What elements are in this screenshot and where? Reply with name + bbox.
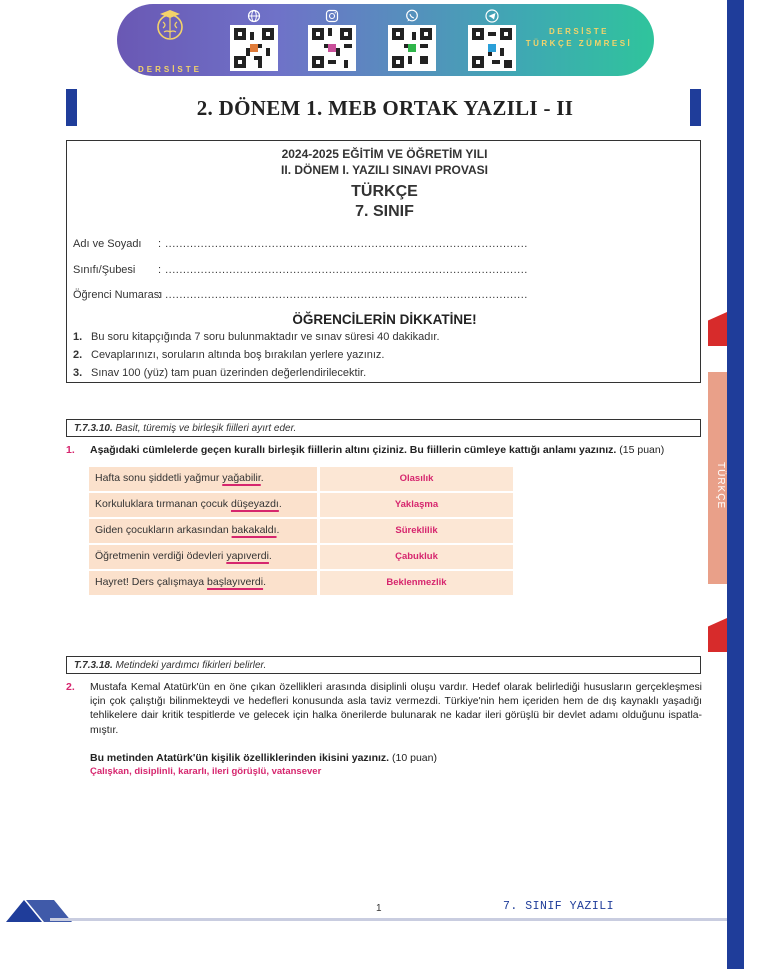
answer-cell[interactable]: Yaklaşma [320,493,513,517]
qr-code [308,25,356,71]
right-edge-bar [727,0,744,969]
qr-website[interactable] [230,9,278,71]
telegram-icon [485,9,499,23]
question-prompt [90,752,437,764]
red-flag-bottom [708,618,727,652]
qr-code [388,25,436,71]
table-row [89,545,513,571]
field-name-input[interactable]: : ...................................................................................................... [158,238,528,250]
objective-code: T.7.3.18. [74,660,113,671]
question-points: (10 puan) [392,752,437,764]
objective-text: Metindeki yardımcı fikirleri belirler. [115,660,267,671]
underlined-verb: yağabilir [222,472,261,484]
question-paragraph: Mustafa Kemal Atatürk'ün en öne çıkan özellikleri arasında disiplinli oluşu vardır. Hedef olarak belirlediği hususların gerçekleşmesi için çok çalıştığı bilinmekteydi ve hedefleri konusunda asla taviz vermezdi. Türkiye'nin hem içeriden hem de dış kaynaklı yaşadığı tehlikelere dair kritik tespitlerde ve gelecek için halka önerilerde bulunarak ne kadar ileri görüşlü bir devlet adamı olduğunu ispatla-mıştır. [90,682,702,736]
banner-tagline-line2: TÜRKÇE ZÜMRESİ [525,39,633,48]
objective-code: T.7.3.10. [74,423,113,434]
exam-title-line: II. DÖNEM I. YAZILI SINAVI PROVASI [281,163,488,177]
table-row [89,493,513,519]
banner-tagline-line1: DERSİSTE [548,27,609,36]
page-title: 2. DÖNEM 1. MEB ORTAK YAZILI - II [196,96,574,120]
sentence-text: Korkuluklara tırmanan çocuk [95,498,231,510]
answer-cell[interactable]: Çabukluk [320,545,513,569]
rule-number: 3. [73,367,83,379]
sentence-end: . [278,498,282,510]
question-points: (15 puan) [619,444,665,456]
sentence-cell [89,571,317,595]
exam-subject: TÜRKÇE [351,183,418,200]
answer-cell[interactable]: Beklenmezlik [320,571,513,595]
qr-code [230,25,278,71]
qr-instagram[interactable] [308,9,356,71]
sentence-cell [89,467,317,491]
title-mark-left [66,89,77,126]
question-number: 2. [66,681,75,693]
side-tab-label: TÜRKÇE [715,462,726,510]
question-number: 1. [66,444,75,456]
answer-cell[interactable]: Süreklilik [320,519,513,543]
field-class-label: Sınıfı/Şubesi [73,264,136,276]
field-number-label: Öğrenci Numarası [73,289,163,301]
rule-item [73,349,384,361]
brand-name: DERSİSTE [137,65,202,74]
field-name-label: Adı ve Soyadı [73,238,142,250]
brand-logo [134,8,206,74]
field-class-input[interactable]: : ...................................................................................................... [158,264,528,276]
globe-icon [247,9,261,23]
answer-text[interactable]: Çalışkan, disiplinli, kararlı, ileri görüşlü, vatansever [90,766,322,777]
whatsapp-icon [405,9,419,23]
footer-line [50,918,727,921]
sentence-cell [89,519,317,543]
sentence-end: . [263,576,266,588]
rule-text: Bu soru kitapçığında 7 soru bulunmaktadır ve sınav süresi 40 dakikadır. [91,331,440,343]
sentence-text: Öğretmenin verdiği ödevleri [95,550,227,562]
sentence-text: Hayret! Ders çalışmaya [95,576,208,588]
notice-title: ÖĞRENCİLERİN DİKKATİNE! [292,312,477,327]
objective-bar-q1 [66,419,701,437]
qr-telegram[interactable] [468,9,516,71]
underlined-verb: düşeyazdı [230,498,279,510]
qr-whatsapp[interactable] [388,9,436,71]
underlined-verb: başlayıverdi [207,576,264,588]
objective-text: Basit, türemiş ve birleşik fiilleri ayırt eder. [115,423,297,434]
question-ask-text: Bu metinden Atatürk'ün kişilik özelliklerinden ikisini yazınız. [90,752,390,764]
table-row [89,519,513,545]
page-number: 1 [376,903,382,914]
rule-item [73,331,440,343]
exam-year-line: 2024-2025 EĞİTİM VE ÖĞRETİM YILI [281,147,488,161]
sentence-end: . [276,524,280,536]
underlined-verb: bakakaldı [231,524,277,536]
qr-code [468,25,516,71]
footer-label: 7. SINIF YAZILI [503,900,615,913]
sentence-end: . [268,550,272,562]
rule-item [73,367,366,379]
question-prompt: Aşağıdaki cümlelerde geçen kurallı birleşik fiillerin altını çiziniz. Bu fiillerin cümleye kattığı anlamı yazınız. [90,444,617,456]
red-flag-top [708,312,727,346]
sentence-end: . [260,472,264,484]
question-text [90,444,664,456]
table-row [89,571,513,597]
rule-number: 1. [73,331,83,343]
sentence-text: Hafta sonu şiddetli yağmur [95,472,223,484]
rule-text: Sınav 100 (yüz) tam puan üzerinden değerlendirilecektir. [91,367,367,379]
title-mark-right [690,89,701,126]
rule-number: 2. [73,349,83,361]
rule-text: Cevaplarınızı, soruların altında boş bırakılan yerlere yazınız. [91,349,385,361]
brain-logo-icon [154,8,186,42]
exam-info-box [66,140,701,383]
answer-cell[interactable]: Olasılık [320,467,513,491]
sentence-cell [89,545,317,569]
sentence-text: Giden çocukların arkasından [95,524,232,536]
banner-tagline [512,26,646,50]
table-row [89,467,513,493]
field-number-input[interactable]: : ...................................................................................................... [158,289,528,301]
sentence-cell [89,493,317,517]
answer-table [89,467,513,597]
objective-bar-q2 [66,656,701,674]
underlined-verb: yapıverdi [226,550,269,562]
instagram-icon [325,9,339,23]
exam-grade: 7. SINIF [355,203,414,220]
